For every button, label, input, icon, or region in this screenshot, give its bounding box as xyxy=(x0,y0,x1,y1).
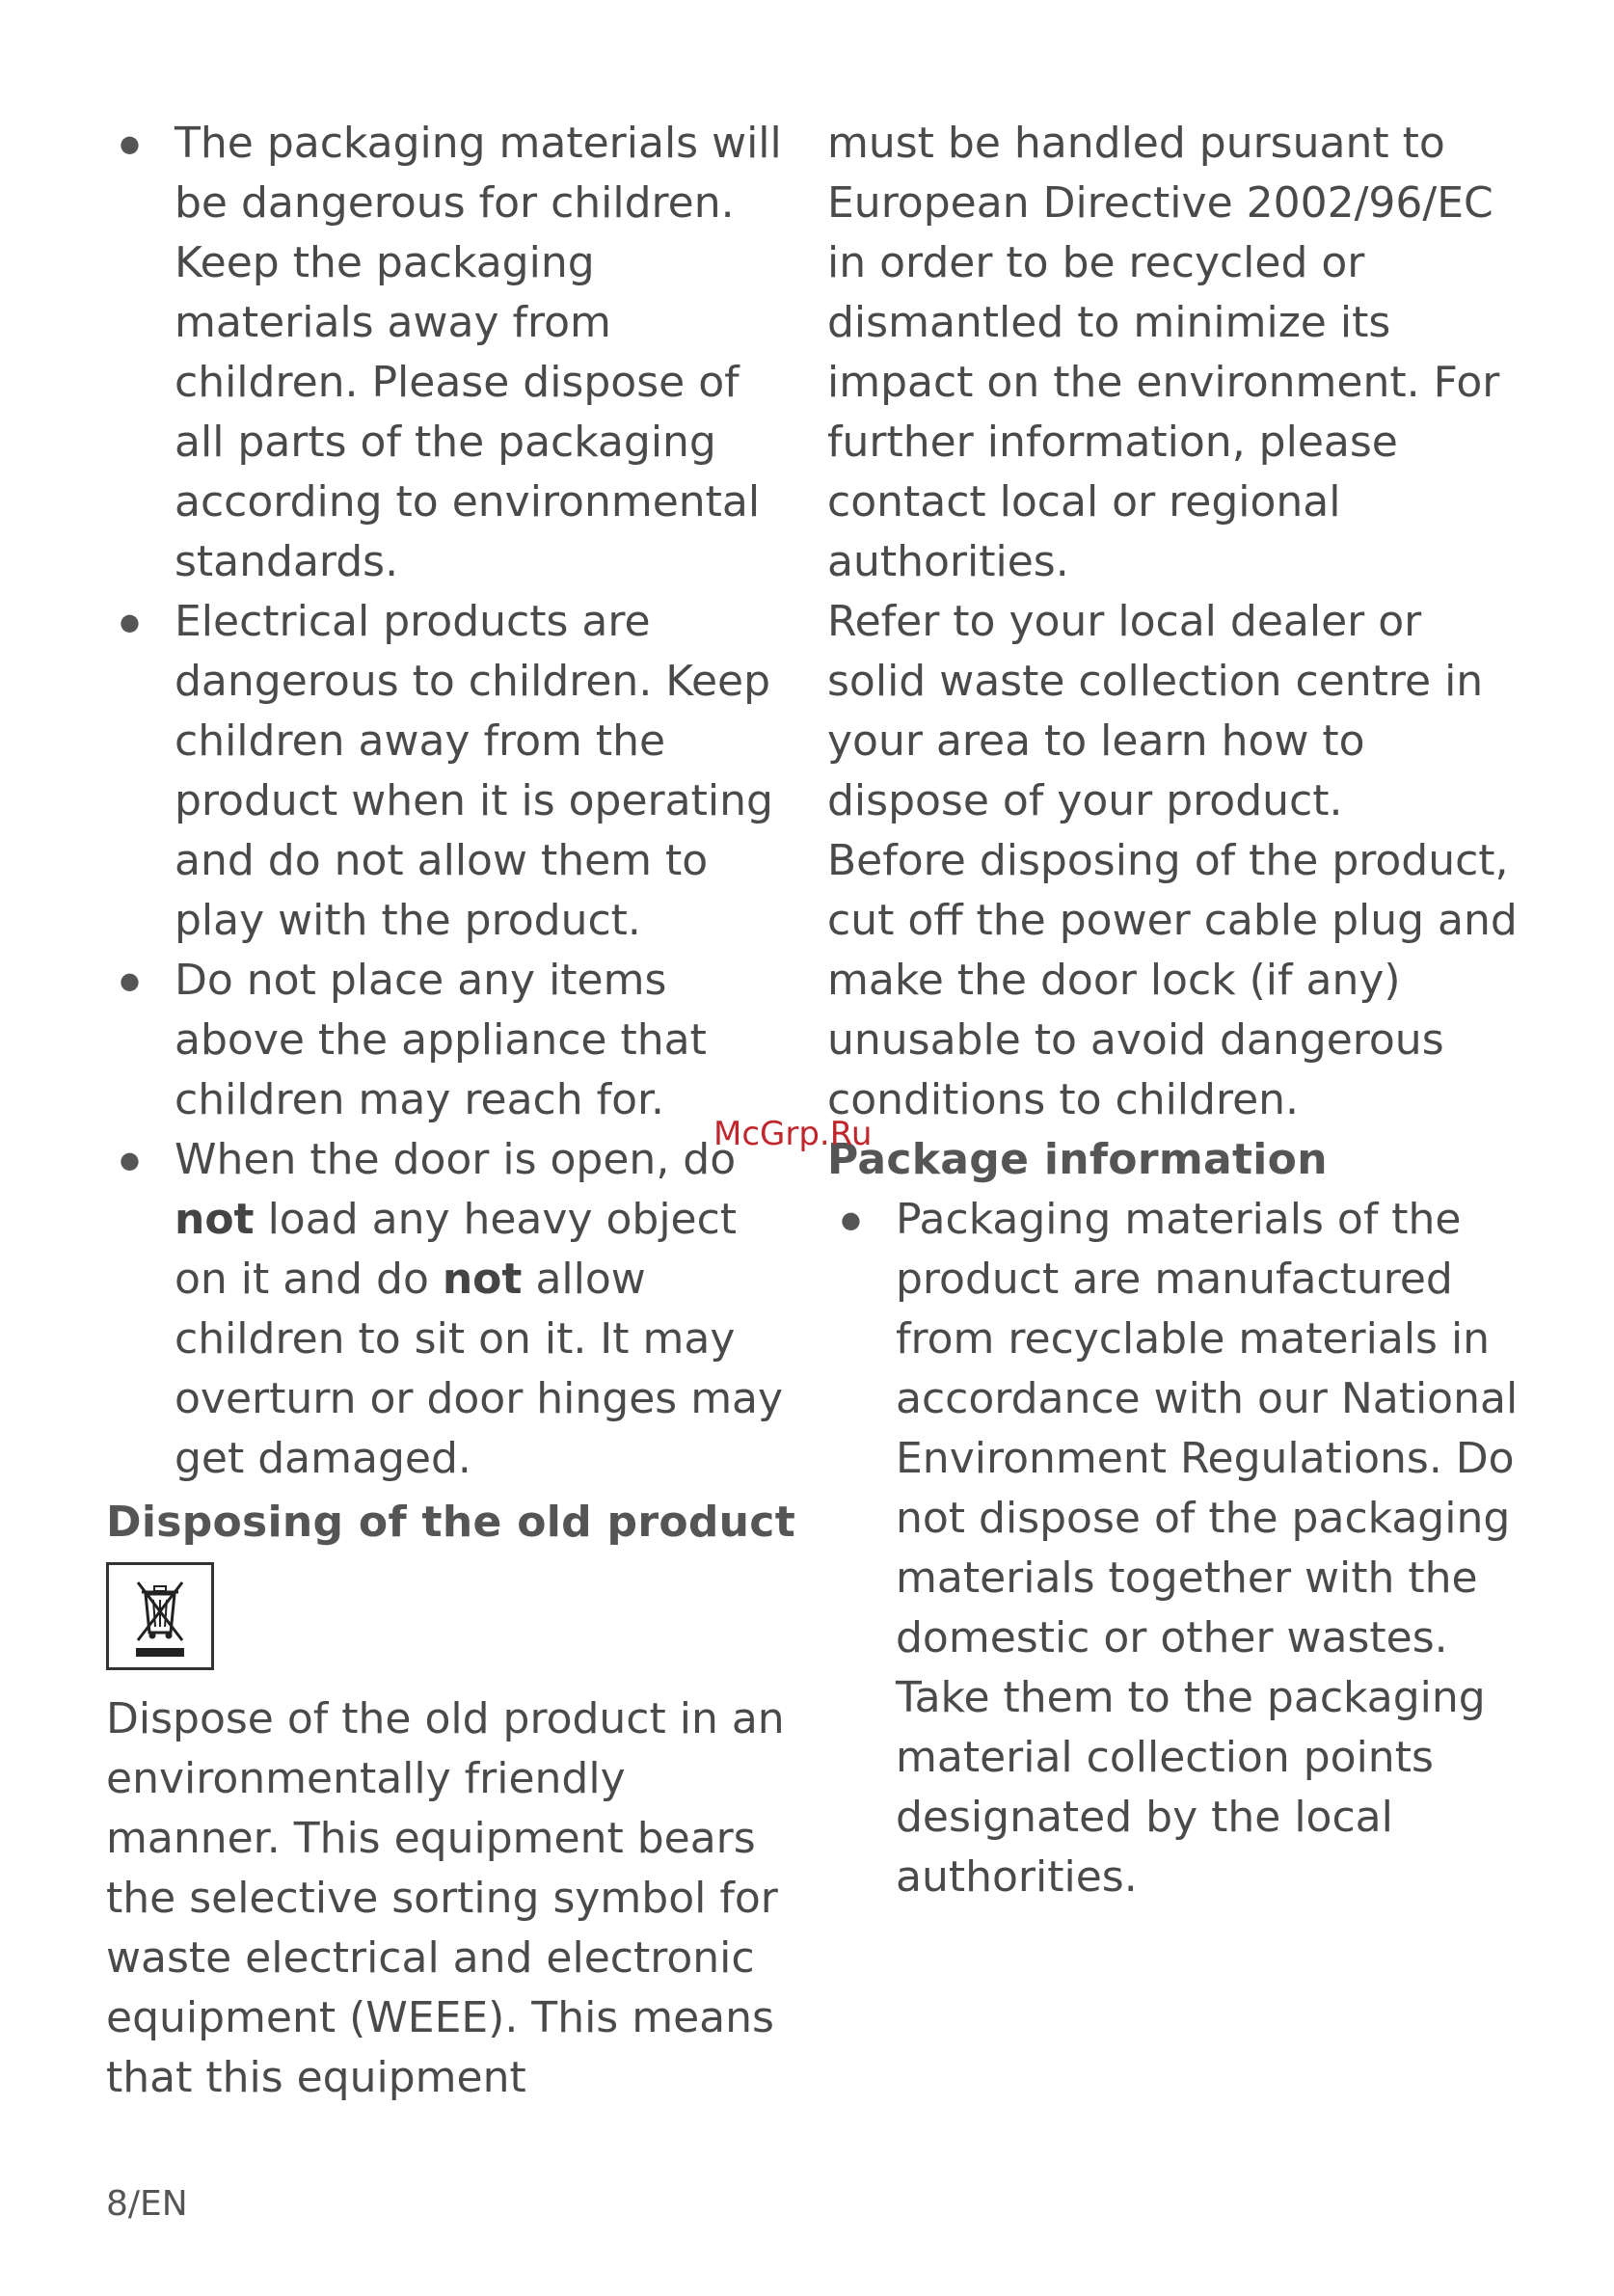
crossed-out-wheelie-bin-icon xyxy=(106,1562,214,1670)
bullet-text-part: allow children to sit on it. It may overturn or door hinges may get damaged. xyxy=(175,1255,784,1483)
bullet-text: Packaging materials of the product are manufactured from recyclable materials in accordance with our National Environment Regulations. Do not dispose of the packaging materials together with the domestic or other wastes. Take them to the packaging material collection points designated by the local authorities. xyxy=(896,1195,1519,1902)
power-cable-paragraph: Before disposing of the product, cut off the power cable plug and make the door lock (if any) unusable to avoid dangerous conditions to children. xyxy=(827,836,1518,1124)
package-bullet-list xyxy=(827,1190,1521,1907)
bullet-icon: ● xyxy=(120,608,140,635)
directive-paragraph: must be handled pursuant to European Directive 2002/96/EC in order to be recycled or dismantled to minimize its impact on the environment. For further information, please contact local or regional authorities. xyxy=(827,119,1500,586)
bullet-text-part: load any heavy object on it and do xyxy=(175,1195,738,1304)
local-dealer-paragraph: Refer to your local dealer or solid waste collection centre in your area to learn how to dispose of your product. xyxy=(827,597,1484,825)
disposal-paragraph: Dispose of the old product in an environmentally friendly manner. This equipment bears the selective sorting symbol for waste electrical and electronic equipment (WEEE). This means that this equipment xyxy=(106,1694,785,2102)
emphasis-not: not xyxy=(175,1195,255,1244)
watermark: McGrp.Ru xyxy=(713,1115,873,1153)
bullet-text: Do not place any items above the appliance that children may reach for. xyxy=(175,956,707,1124)
section-title-disposing: Disposing of the old product xyxy=(106,1498,796,1547)
emphasis-not: not xyxy=(442,1255,523,1304)
section-title-package-information: Package information xyxy=(827,1135,1328,1184)
left-column xyxy=(106,114,800,2108)
list-item xyxy=(106,951,800,1130)
list-item xyxy=(106,592,800,951)
bullet-text: Electrical products are dangerous to children. Keep children away from the product when it is operating and do not allow them to play with the product. xyxy=(175,597,773,945)
list-item xyxy=(827,1190,1521,1907)
list-item xyxy=(106,114,800,592)
list-item xyxy=(106,1130,800,1489)
safety-bullet-list xyxy=(106,114,800,1489)
bullet-icon: ● xyxy=(120,130,140,157)
bullet-icon: ● xyxy=(841,1206,861,1233)
right-column xyxy=(827,114,1521,1907)
bullet-text: The packaging materials will be dangerous for children. Keep the packaging materials away from children. Please dispose of all parts of the packaging according to environmental standards. xyxy=(175,119,782,586)
page-number: 8/EN xyxy=(106,2184,188,2224)
bullet-icon: ● xyxy=(120,967,140,994)
bullet-icon: ● xyxy=(120,1147,140,1174)
bullet-text-part: When the door is open, do xyxy=(175,1135,737,1184)
